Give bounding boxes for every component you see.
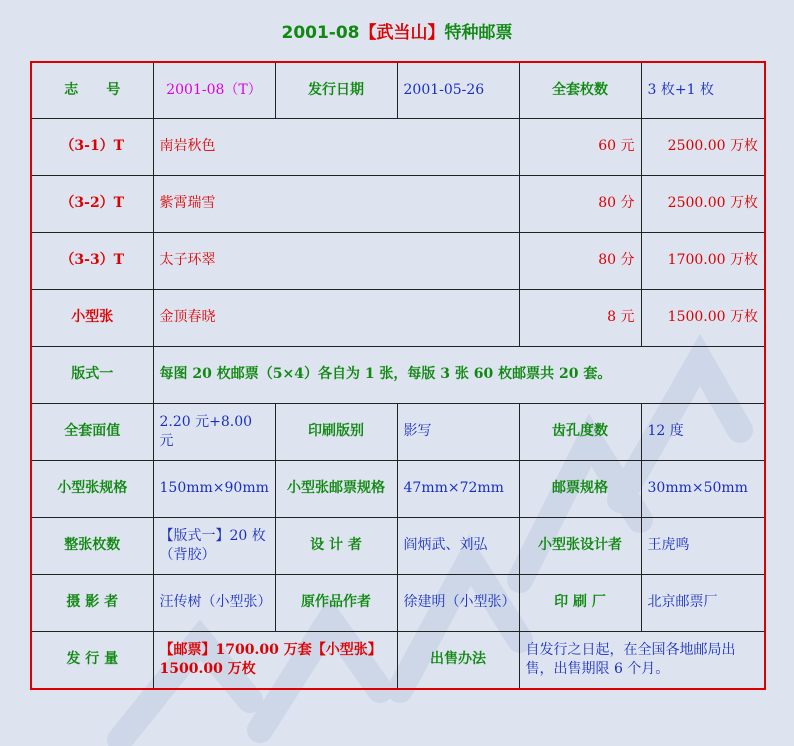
table-row-stamp-2 xyxy=(31,175,765,232)
ss-designer: 王虎鸣 xyxy=(641,517,765,574)
table-row-format xyxy=(31,346,765,403)
label-set-count: 全套枚数 xyxy=(519,62,641,118)
stamp-qty: 2500.00 万枚 xyxy=(641,118,765,175)
title-prefix: 2001-08 xyxy=(281,23,360,43)
table-row-specs xyxy=(31,460,765,517)
stamp-qty: 1700.00 万枚 xyxy=(641,232,765,289)
stamp-value: 80 分 xyxy=(519,175,641,232)
sale-method: 自发行之日起，在全国各地邮局出售，出售期限 6 个月。 xyxy=(519,631,765,689)
label-sheet-count: 整张枚数 xyxy=(31,517,153,574)
printer: 北京邮票厂 xyxy=(641,574,765,631)
stamp-info-table xyxy=(30,61,766,690)
set-count: 3 枚+1 枚 xyxy=(641,62,765,118)
stamp-spec: 30mm×50mm xyxy=(641,460,765,517)
label-code: 志 号 xyxy=(31,62,153,118)
label-printer: 印 刷 厂 xyxy=(519,574,641,631)
label-original-author: 原作品作者 xyxy=(275,574,397,631)
stamp-id: （3-2）T xyxy=(31,175,153,232)
label-face-value: 全套面值 xyxy=(31,403,153,460)
title-name: 【武当山】 xyxy=(359,23,445,43)
table-row-issue xyxy=(31,631,765,689)
sheet-count: 【版式一】20 枚（背胶） xyxy=(153,517,275,574)
label-perforation: 齿孔度数 xyxy=(519,403,641,460)
label-issue-date: 发行日期 xyxy=(275,62,397,118)
format-text: 每图 20 枚邮票（5×4）各自为 1 张，每版 3 张 60 枚邮票共 20 套。 xyxy=(153,346,765,403)
table-row-stamp-3 xyxy=(31,232,765,289)
table-row-header xyxy=(31,62,765,118)
label-issue-quantity: 发 行 量 xyxy=(31,631,153,689)
ss-spec: 150mm×90mm xyxy=(153,460,275,517)
stamp-name: 太子环翠 xyxy=(153,232,519,289)
stamp-value: 60 元 xyxy=(519,118,641,175)
label-designer: 设 计 者 xyxy=(275,517,397,574)
issue-quantity: 【邮票】1700.00 万套【小型张】1500.00 万枚 xyxy=(153,631,397,689)
print-type: 影写 xyxy=(397,403,519,460)
label-print-type: 印刷版别 xyxy=(275,403,397,460)
stamp-id: （3-3）T xyxy=(31,232,153,289)
table-row-sheet xyxy=(31,517,765,574)
title-suffix: 特种邮票 xyxy=(444,23,513,43)
issue-date: 2001-05-26 xyxy=(397,62,519,118)
table-row-stamp-1 xyxy=(31,118,765,175)
label-stamp-spec: 邮票规格 xyxy=(519,460,641,517)
stamp-qty: 1500.00 万枚 xyxy=(641,289,765,346)
label-ss-spec: 小型张规格 xyxy=(31,460,153,517)
table-row-souvenir-sheet xyxy=(31,289,765,346)
stamp-value: 80 分 xyxy=(519,232,641,289)
label-format: 版式一 xyxy=(31,346,153,403)
stamp-code: 2001-08（T） xyxy=(153,62,275,118)
label-ss-stamp-spec: 小型张邮票规格 xyxy=(275,460,397,517)
table-row-credits xyxy=(31,574,765,631)
face-value: 2.20 元+8.00 元 xyxy=(153,403,275,460)
stamp-id: （3-1）T xyxy=(31,118,153,175)
label-photographer: 摄 影 者 xyxy=(31,574,153,631)
photographer: 汪传树（小型张） xyxy=(153,574,275,631)
original-author: 徐建明（小型张） xyxy=(397,574,519,631)
stamp-value: 8 元 xyxy=(519,289,641,346)
perforation: 12 度 xyxy=(641,403,765,460)
label-sale-method: 出售办法 xyxy=(397,631,519,689)
stamp-name: 南岩秋色 xyxy=(153,118,519,175)
label-ss-designer: 小型张设计者 xyxy=(519,517,641,574)
stamp-qty: 2500.00 万枚 xyxy=(641,175,765,232)
ss-stamp-spec: 47mm×72mm xyxy=(397,460,519,517)
designer: 阎炳武、刘弘 xyxy=(397,517,519,574)
stamp-name: 紫霄瑞雪 xyxy=(153,175,519,232)
stamp-id: 小型张 xyxy=(31,289,153,346)
table-row-face-value xyxy=(31,403,765,460)
page-title xyxy=(0,18,794,43)
stamp-name: 金顶春晓 xyxy=(153,289,519,346)
